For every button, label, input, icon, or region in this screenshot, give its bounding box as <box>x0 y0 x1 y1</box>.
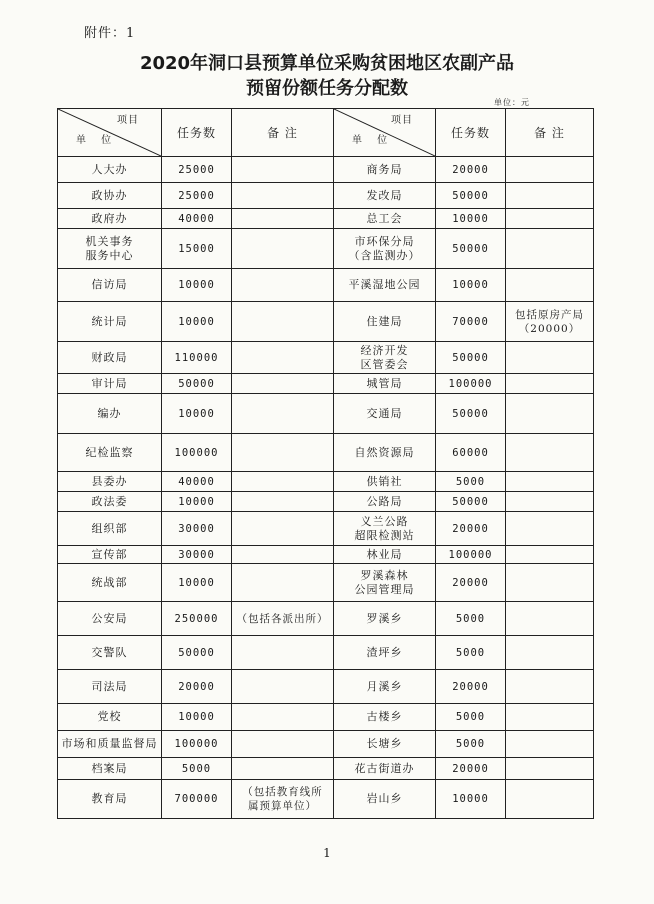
quota-cell: 5000 <box>436 636 506 670</box>
quota-cell: 110000 <box>162 342 232 374</box>
header-item-label: 项目 <box>391 115 413 126</box>
unit-name-cell: 罗溪森林 公园管理局 <box>334 564 436 602</box>
remark-cell <box>232 731 334 758</box>
unit-name-cell: 发改局 <box>334 183 436 209</box>
remark-cell <box>506 269 594 302</box>
quota-cell: 20000 <box>162 670 232 704</box>
remark-cell <box>506 229 594 269</box>
remark-cell <box>506 472 594 492</box>
unit-name-cell: 自然资源局 <box>334 434 436 472</box>
remark-cell <box>232 564 334 602</box>
quota-cell: 40000 <box>162 209 232 229</box>
table-row <box>58 472 594 492</box>
quota-cell: 20000 <box>436 758 506 780</box>
unit-name-cell: 市环保分局 （含监测办） <box>334 229 436 269</box>
table-row <box>58 564 594 602</box>
table-row <box>58 342 594 374</box>
unit-name-cell: 义兰公路 超限检测站 <box>334 512 436 546</box>
unit-name-cell: 宣传部 <box>58 546 162 564</box>
quota-cell: 10000 <box>162 704 232 731</box>
table-row <box>58 157 594 183</box>
unit-name-cell: 花古街道办 <box>334 758 436 780</box>
table-row <box>58 302 594 342</box>
quota-cell: 100000 <box>436 546 506 564</box>
remark-cell <box>232 512 334 546</box>
remark-cell <box>232 704 334 731</box>
unit-name-cell: 平溪湿地公园 <box>334 269 436 302</box>
quota-cell: 100000 <box>436 374 506 394</box>
remark-cell <box>232 394 334 434</box>
remark-cell <box>506 492 594 512</box>
remark-cell <box>506 636 594 670</box>
unit-name-cell: 统计局 <box>58 302 162 342</box>
header-diagonal-cell-right <box>334 109 436 157</box>
unit-name-cell: 信访局 <box>58 269 162 302</box>
remark-cell <box>506 564 594 602</box>
quota-cell: 50000 <box>162 636 232 670</box>
quota-cell: 250000 <box>162 602 232 636</box>
remark-cell <box>232 636 334 670</box>
quota-cell: 10000 <box>162 302 232 342</box>
unit-name-cell: 政法委 <box>58 492 162 512</box>
table-row <box>58 780 594 819</box>
unit-name-cell: 编办 <box>58 394 162 434</box>
quota-cell: 50000 <box>436 492 506 512</box>
unit-name-cell: 政府办 <box>58 209 162 229</box>
table-row <box>58 636 594 670</box>
unit-name-cell: 商务局 <box>334 157 436 183</box>
unit-name-cell: 纪检监察 <box>58 434 162 472</box>
quota-cell: 25000 <box>162 157 232 183</box>
unit-name-cell: 罗溪乡 <box>334 602 436 636</box>
unit-name-cell: 古楼乡 <box>334 704 436 731</box>
quota-cell: 100000 <box>162 731 232 758</box>
remark-cell <box>232 342 334 374</box>
quota-cell: 10000 <box>436 209 506 229</box>
quota-cell: 70000 <box>436 302 506 342</box>
quota-cell: 60000 <box>436 434 506 472</box>
remark-cell <box>232 374 334 394</box>
remark-cell <box>232 434 334 472</box>
remark-cell <box>232 492 334 512</box>
remark-cell <box>506 780 594 819</box>
quota-cell: 5000 <box>436 704 506 731</box>
remark-cell <box>506 512 594 546</box>
quota-cell: 10000 <box>162 394 232 434</box>
table-header-row <box>58 109 594 157</box>
table-row <box>58 731 594 758</box>
diagonal-line <box>58 109 161 156</box>
table-row <box>58 492 594 512</box>
header-unit-label: 单 位 <box>352 135 394 146</box>
quota-cell: 30000 <box>162 546 232 564</box>
remark-cell <box>506 758 594 780</box>
remark-cell: 包括原房产局 （20000） <box>506 302 594 342</box>
remark-cell <box>506 157 594 183</box>
table-row <box>58 704 594 731</box>
table-row <box>58 602 594 636</box>
remark-cell: （包括各派出所） <box>232 602 334 636</box>
remark-cell <box>506 434 594 472</box>
quota-cell: 15000 <box>162 229 232 269</box>
table-row <box>58 229 594 269</box>
table-row <box>58 546 594 564</box>
table-body <box>58 157 594 819</box>
table-row <box>58 670 594 704</box>
unit-name-cell: 档案局 <box>58 758 162 780</box>
unit-name-cell: 统战部 <box>58 564 162 602</box>
quota-cell: 10000 <box>162 269 232 302</box>
quota-cell: 50000 <box>436 394 506 434</box>
remark-cell <box>232 183 334 209</box>
unit-name-cell: 交通局 <box>334 394 436 434</box>
quota-cell: 25000 <box>162 183 232 209</box>
table-row <box>58 434 594 472</box>
unit-name-cell: 长塘乡 <box>334 731 436 758</box>
quota-cell: 20000 <box>436 157 506 183</box>
unit-name-cell: 审计局 <box>58 374 162 394</box>
remark-cell <box>232 546 334 564</box>
unit-name-cell: 党校 <box>58 704 162 731</box>
remark-cell <box>506 602 594 636</box>
unit-name-cell: 交警队 <box>58 636 162 670</box>
remark-cell <box>506 394 594 434</box>
unit-name-cell: 财政局 <box>58 342 162 374</box>
unit-name-cell: 教育局 <box>58 780 162 819</box>
unit-name-cell: 司法局 <box>58 670 162 704</box>
unit-name-cell: 人大办 <box>58 157 162 183</box>
unit-name-cell: 渣坪乡 <box>334 636 436 670</box>
table-row <box>58 209 594 229</box>
unit-name-cell: 市场和质量监督局 <box>58 731 162 758</box>
remark-cell <box>232 209 334 229</box>
remark-cell <box>506 374 594 394</box>
remark-cell <box>232 302 334 342</box>
header-item-label: 项目 <box>117 115 139 126</box>
remark-cell <box>506 183 594 209</box>
unit-name-cell: 机关事务 服务中心 <box>58 229 162 269</box>
header-diagonal-cell-left <box>58 109 162 157</box>
header-unit-label: 单 位 <box>76 135 118 146</box>
remark-cell <box>232 758 334 780</box>
quota-cell: 100000 <box>162 434 232 472</box>
unit-name-cell: 政协办 <box>58 183 162 209</box>
quota-cell: 50000 <box>436 342 506 374</box>
table-row <box>58 183 594 209</box>
unit-name-cell: 县委办 <box>58 472 162 492</box>
remark-cell <box>232 670 334 704</box>
quota-cell: 20000 <box>436 512 506 546</box>
remark-cell <box>232 229 334 269</box>
remark-cell <box>506 731 594 758</box>
document-title-line2: 预留份额任务分配数 <box>246 78 408 99</box>
unit-label: 单位：元 <box>494 98 530 107</box>
quota-cell: 20000 <box>436 670 506 704</box>
header-quota: 任务数 <box>162 109 232 157</box>
document-title-line1: 2020年洞口县预算单位采购贫困地区农副产品 <box>139 53 515 74</box>
remark-cell <box>232 472 334 492</box>
remark-cell <box>232 157 334 183</box>
quota-cell: 5000 <box>436 602 506 636</box>
unit-name-cell: 住建局 <box>334 302 436 342</box>
quota-cell: 5000 <box>436 472 506 492</box>
unit-name-cell: 林业局 <box>334 546 436 564</box>
table-row <box>58 394 594 434</box>
remark-cell <box>506 342 594 374</box>
quota-cell: 5000 <box>436 731 506 758</box>
attachment-label: 附件：1 <box>84 26 136 41</box>
table-row <box>58 269 594 302</box>
unit-name-cell: 公路局 <box>334 492 436 512</box>
quota-table <box>57 108 594 819</box>
header-remark: 备 注 <box>232 109 334 157</box>
remark-cell <box>506 670 594 704</box>
table-row <box>58 758 594 780</box>
unit-name-cell: 经济开发 区管委会 <box>334 342 436 374</box>
remark-cell <box>506 209 594 229</box>
diagonal-line <box>334 109 435 156</box>
remark-cell <box>506 704 594 731</box>
quota-cell: 10000 <box>436 780 506 819</box>
header-quota: 任务数 <box>436 109 506 157</box>
table-row <box>58 374 594 394</box>
unit-name-cell: 公安局 <box>58 602 162 636</box>
quota-cell: 50000 <box>436 229 506 269</box>
unit-name-cell: 月溪乡 <box>334 670 436 704</box>
unit-name-cell: 城管局 <box>334 374 436 394</box>
quota-cell: 30000 <box>162 512 232 546</box>
unit-name-cell: 岩山乡 <box>334 780 436 819</box>
quota-cell: 50000 <box>436 183 506 209</box>
quota-cell: 700000 <box>162 780 232 819</box>
unit-name-cell: 组织部 <box>58 512 162 546</box>
unit-name-cell: 总工会 <box>334 209 436 229</box>
quota-cell: 50000 <box>162 374 232 394</box>
quota-cell: 10000 <box>436 269 506 302</box>
remark-cell: （包括教育线所 属预算单位） <box>232 780 334 819</box>
header-remark: 备 注 <box>506 109 594 157</box>
quota-cell: 40000 <box>162 472 232 492</box>
quota-cell: 10000 <box>162 564 232 602</box>
quota-cell: 5000 <box>162 758 232 780</box>
table-row <box>58 512 594 546</box>
quota-cell: 10000 <box>162 492 232 512</box>
unit-name-cell: 供销社 <box>334 472 436 492</box>
remark-cell <box>232 269 334 302</box>
page-number: 1 <box>323 846 331 860</box>
quota-cell: 20000 <box>436 564 506 602</box>
remark-cell <box>506 546 594 564</box>
